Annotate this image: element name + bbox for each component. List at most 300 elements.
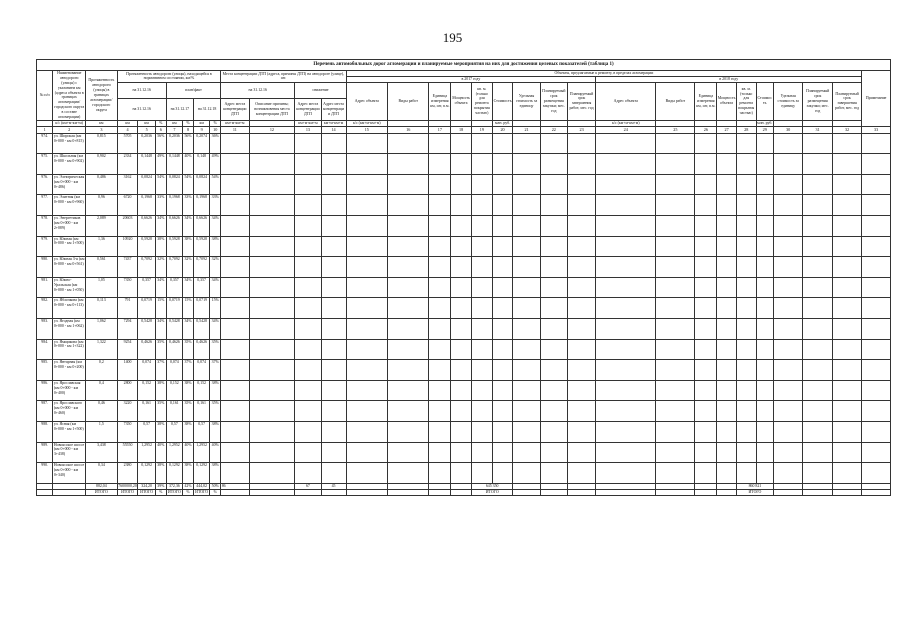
cell-empty — [321, 277, 346, 298]
unit-kmm-18: км+м-км+м — [321, 120, 346, 126]
cell-p16: 54% — [155, 174, 166, 195]
total2-v16: ИТОГО — [117, 489, 138, 495]
cell-empty — [736, 360, 756, 381]
table-row — [37, 380, 891, 401]
cell-empty — [321, 401, 346, 422]
column-number: 29 — [756, 126, 773, 133]
unit-addr-18: к/с (км+м-км+м) — [596, 120, 656, 126]
cell-name: ул. Ярославская (км 0+000 - км 0+400) — [53, 380, 86, 401]
cell-k17: 0,7092 — [166, 257, 182, 278]
cell-empty — [596, 195, 656, 216]
cell-v16: 1400 — [117, 360, 138, 381]
cell-empty — [346, 133, 387, 154]
cell-empty — [346, 339, 387, 360]
cell-empty — [451, 257, 472, 278]
cell-name: Новоясское шоссе (км 0+000 - км 0+340) — [53, 463, 86, 484]
table-row — [37, 442, 891, 463]
cell-k17: 0,1448 — [166, 154, 182, 175]
cell-empty — [736, 401, 756, 422]
total2-p18: % — [210, 489, 221, 495]
cell-empty — [346, 463, 387, 484]
cell-empty — [773, 442, 802, 463]
cell-empty — [295, 380, 321, 401]
cell-k17: 0,074 — [166, 360, 182, 381]
total2-k18: ИТОГО — [195, 489, 209, 494]
cell-empty — [540, 174, 567, 195]
cell-empty — [388, 133, 429, 154]
cell-k18: 0,152 — [193, 380, 209, 401]
cell-empty — [736, 421, 756, 442]
cell-empty — [862, 257, 891, 278]
column-number: 23 — [567, 126, 595, 133]
cell-empty — [388, 318, 429, 339]
cell-k17: 0,5428 — [166, 318, 182, 339]
column-number: 11 — [221, 126, 249, 133]
cell-empty — [321, 463, 346, 484]
cell-empty — [832, 195, 861, 216]
cell-empty — [736, 442, 756, 463]
cell-p16: 40% — [155, 442, 166, 463]
cell-p17: 34% — [183, 318, 194, 339]
cell-empty — [221, 360, 249, 381]
cell-k16: 0,152 — [138, 380, 155, 401]
cell-empty — [803, 298, 832, 319]
column-number: 22 — [540, 126, 567, 133]
cell-empty — [471, 298, 492, 319]
cell-empty — [540, 195, 567, 216]
cell-empty — [471, 133, 492, 154]
cell-p17: 56% — [183, 133, 194, 154]
cell-empty — [596, 154, 656, 175]
cell-k18: 0,2074 — [193, 133, 209, 154]
cell-empty — [221, 463, 249, 484]
cell-empty — [346, 421, 387, 442]
cell-empty — [451, 421, 472, 442]
cell-empty — [756, 257, 773, 278]
cell-k18: 0,074 — [193, 360, 209, 381]
cell-p16: 56% — [155, 133, 166, 154]
cell-empty — [295, 298, 321, 319]
cell-empty — [756, 277, 773, 298]
cell-p18: 38% — [210, 463, 221, 484]
cell-empty — [803, 133, 832, 154]
cell-v16: 7294 — [117, 318, 138, 339]
header-power-17: Мощность объекта — [451, 82, 472, 120]
cell-len: 0,46 — [86, 401, 118, 422]
unit-kmm-acc: км+м-км+м — [221, 120, 249, 126]
cell-p17: 38% — [183, 380, 194, 401]
cell-p17: 32% — [183, 257, 194, 278]
cell-k17: 0,4626 — [166, 339, 182, 360]
cell-empty — [656, 380, 695, 401]
cell-empty — [221, 216, 249, 237]
cell-k16: 0,357 — [138, 277, 155, 298]
cell-empty — [295, 216, 321, 237]
total2-blank-14 — [321, 489, 346, 495]
cell-empty — [756, 463, 773, 484]
cell-empty — [803, 463, 832, 484]
cell-p18: 15% — [210, 298, 221, 319]
cell-empty — [540, 298, 567, 319]
cell-empty — [596, 421, 656, 442]
cell-v16: 7350 — [117, 277, 138, 298]
cell-empty — [429, 401, 451, 422]
cell-empty — [567, 298, 595, 319]
cell-k16: 0,161 — [138, 401, 155, 422]
header-acc-18: Адрес места концентрации ДТП — [321, 98, 346, 120]
cell-empty — [321, 216, 346, 237]
cell-empty — [756, 174, 773, 195]
column-number: 15 — [346, 126, 387, 133]
cell-empty — [321, 421, 346, 442]
column-number: 14 — [321, 126, 346, 133]
cell-empty — [429, 257, 451, 278]
cell-empty — [832, 133, 861, 154]
cell-empty — [596, 277, 656, 298]
cell-empty — [756, 318, 773, 339]
total2-cost17: ИТОГО — [471, 489, 512, 495]
cell-empty — [717, 195, 737, 216]
cell-empty — [540, 236, 567, 257]
cell-v16: 5705 — [117, 133, 138, 154]
cell-name: ул. Южная (км 0+000 - км 1+500) — [53, 236, 86, 257]
cell-p17: 40% — [183, 154, 194, 175]
cell-empty — [656, 318, 695, 339]
cell-empty — [429, 195, 451, 216]
cell-empty — [736, 277, 756, 298]
cell-empty — [803, 195, 832, 216]
total-k18: 444,02 — [193, 483, 209, 489]
header-acc-desc: Описание причины; возникновения места концентрации ДТП — [249, 98, 295, 120]
cell-empty — [832, 236, 861, 257]
cell-name: ул. Элитная (км 0+000 - км 0+960) — [53, 195, 86, 216]
cell-empty — [346, 401, 387, 422]
cell-empty — [656, 421, 695, 442]
cell-empty — [717, 216, 737, 237]
cell-empty — [249, 463, 295, 484]
unit-km-range: к/с (км+м-км+м) — [53, 120, 86, 126]
cell-no: 978. — [37, 216, 53, 237]
cell-empty — [656, 174, 695, 195]
cell-k18: 0,7092 — [193, 257, 209, 278]
column-number: 4 — [117, 126, 138, 133]
unit-km-18: км — [193, 120, 209, 126]
cell-p18: 38% — [210, 236, 221, 257]
cell-p18: 37% — [210, 360, 221, 381]
cell-empty — [346, 380, 387, 401]
cell-empty — [492, 360, 513, 381]
cell-empty — [249, 236, 295, 257]
total2-blank-23 — [567, 489, 595, 495]
cell-empty — [471, 360, 492, 381]
cell-empty — [717, 133, 737, 154]
cell-empty — [832, 318, 861, 339]
cell-empty — [736, 133, 756, 154]
cell-v16: 2380 — [117, 463, 138, 484]
cell-empty — [540, 463, 567, 484]
cell-empty — [540, 133, 567, 154]
cell-empty — [803, 339, 832, 360]
cell-empty — [756, 442, 773, 463]
cell-name: ул. Янтарная (км 0+000 - км 0+200) — [53, 360, 86, 381]
cell-empty — [695, 360, 717, 381]
cell-empty — [717, 442, 737, 463]
cell-empty — [736, 216, 756, 237]
unit-length-km: км — [86, 120, 118, 126]
cell-empty — [321, 339, 346, 360]
cell-p18: 32% — [210, 257, 221, 278]
cell-k18: 0,161 — [193, 401, 209, 422]
cell-empty — [321, 236, 346, 257]
cell-k18: 0,5428 — [193, 318, 209, 339]
cell-empty — [249, 216, 295, 237]
cell-empty — [471, 257, 492, 278]
cell-empty — [832, 174, 861, 195]
cell-k16: 0,1968 — [138, 195, 155, 216]
cell-empty — [429, 360, 451, 381]
cell-empty — [451, 195, 472, 216]
total2-p16: % — [155, 489, 166, 495]
table-row — [37, 277, 891, 298]
cell-empty — [773, 216, 802, 237]
cell-k16: 0,0824 — [138, 174, 155, 195]
cell-empty — [451, 154, 472, 175]
header-name: Наименование автодороги (улицы) с указанием км (адреса объекта в границах агломерации/городского округа в составе агломерации) — [54, 71, 85, 119]
header-sqm-17: кв. м. (только для ремонта покрытия частью) — [471, 82, 492, 120]
cell-p16: 32% — [155, 257, 166, 278]
cell-empty — [695, 154, 717, 175]
cell-empty — [773, 421, 802, 442]
cell-v16: 6720 — [117, 195, 138, 216]
cell-empty — [513, 195, 540, 216]
unit-mln-18: млн. руб. — [757, 120, 773, 125]
total-p17: 42% — [184, 483, 192, 488]
header-date-16: на 31.12.16 — [117, 82, 166, 98]
total2-blank-13 — [295, 489, 321, 495]
table-row — [37, 133, 891, 154]
cell-empty — [756, 154, 773, 175]
table-row — [37, 421, 891, 442]
header-objects: Объекты, предлагаемые к ремонту, в пределах агломерации — [346, 71, 862, 77]
total2-blank-18 — [451, 489, 472, 495]
cell-len: 1,05 — [86, 277, 118, 298]
cell-empty — [451, 216, 472, 237]
table-row — [37, 216, 891, 237]
cell-p16: 35% — [155, 339, 166, 360]
cell-empty — [295, 463, 321, 484]
cell-empty — [249, 380, 295, 401]
total-acc18: 45 — [321, 483, 346, 489]
table-row — [37, 174, 891, 195]
cell-empty — [513, 463, 540, 484]
cell-name: ул. Ясная (км 0+000 - км 1+500) — [53, 421, 86, 442]
cell-empty — [656, 216, 695, 237]
cell-empty — [656, 339, 695, 360]
cell-empty — [832, 463, 861, 484]
cell-empty — [862, 339, 891, 360]
cell-empty — [221, 257, 249, 278]
cell-k18: 0,6626 — [193, 216, 209, 237]
header-2017: в 2017 году — [346, 76, 596, 82]
cell-empty — [540, 421, 567, 442]
cell-name: ул. Ягодная (км 0+000 - км 1+062) — [53, 318, 86, 339]
cell-empty — [451, 339, 472, 360]
cell-empty — [832, 216, 861, 237]
cell-empty — [717, 339, 737, 360]
cell-no: 977. — [37, 195, 53, 216]
header-cost-17: Стоимость — [492, 82, 513, 120]
cell-k16: 0,6626 — [138, 216, 155, 237]
cell-empty — [346, 236, 387, 257]
column-number: 16 — [388, 126, 429, 133]
cell-empty — [567, 380, 595, 401]
cell-empty — [429, 133, 451, 154]
cell-empty — [695, 133, 717, 154]
column-number: 20 — [492, 126, 513, 133]
column-number: 19 — [471, 126, 492, 133]
cell-empty — [513, 154, 540, 175]
cell-empty — [249, 421, 295, 442]
cell-k16: 0,5928 — [138, 236, 155, 257]
cell-empty — [717, 401, 737, 422]
cell-empty — [540, 339, 567, 360]
cell-empty — [773, 236, 802, 257]
cell-k17: 0,6626 — [166, 216, 182, 237]
cell-empty — [451, 360, 472, 381]
cell-empty — [540, 380, 567, 401]
cell-empty — [451, 174, 472, 195]
cell-p18: 34% — [210, 277, 221, 298]
cell-k18: 0,1292 — [193, 463, 209, 484]
cell-empty — [513, 277, 540, 298]
cell-p18: 36% — [210, 133, 221, 154]
column-number: 28 — [736, 126, 756, 133]
cell-empty — [388, 360, 429, 381]
cell-empty — [513, 298, 540, 319]
cell-empty — [321, 360, 346, 381]
cell-empty — [773, 339, 802, 360]
cell-empty — [803, 401, 832, 422]
unit-pct-16: % — [155, 120, 166, 126]
cell-empty — [471, 216, 492, 237]
table-title: Перечень автомобильных дорог агломерации и планируемые мероприятия на них для достижения целевых показателей (таблица 1) — [37, 60, 891, 71]
cell-empty — [492, 380, 513, 401]
cell-p17: 15% — [183, 298, 194, 319]
cell-empty — [567, 174, 595, 195]
cell-empty — [567, 236, 595, 257]
cell-empty — [429, 236, 451, 257]
cell-no: 987. — [37, 401, 53, 422]
header-sqm-18: кв. м. (только для ремонта покрытия частью) — [736, 82, 756, 120]
cell-empty — [429, 298, 451, 319]
cell-empty — [803, 318, 832, 339]
total-k16: 324,20 — [138, 483, 155, 489]
cell-empty — [451, 236, 472, 257]
cell-empty — [803, 442, 832, 463]
total2-blank-32 — [832, 489, 861, 495]
cell-empty — [656, 442, 695, 463]
table-row — [37, 154, 891, 175]
total-cost18: 860 821 — [736, 483, 773, 489]
cell-empty — [346, 216, 387, 237]
cell-k16: 0,074 — [138, 360, 155, 381]
column-number-row — [37, 126, 891, 133]
header-address-18: Адрес объекта — [596, 82, 656, 120]
cell-empty — [221, 133, 249, 154]
cell-p18: 38% — [210, 421, 221, 442]
cell-empty — [471, 174, 492, 195]
cell-empty — [388, 277, 429, 298]
cell-p16: 38% — [155, 463, 166, 484]
cell-empty — [567, 463, 595, 484]
total-cost17: 645 350 — [471, 483, 512, 489]
cell-empty — [249, 174, 295, 195]
cell-p17: 38% — [183, 236, 194, 257]
total-acc17: 67 — [295, 483, 321, 489]
header-acc-16: на 31.12.16 — [221, 82, 295, 98]
cell-no: 988. — [37, 421, 53, 442]
cell-empty — [567, 360, 595, 381]
cell-empty — [249, 277, 295, 298]
cell-empty — [803, 257, 832, 278]
cell-empty — [803, 360, 832, 381]
cell-k17: 0,0719 — [166, 298, 182, 319]
cell-empty — [492, 174, 513, 195]
cell-empty — [388, 195, 429, 216]
cell-v16: 7437 — [117, 257, 138, 278]
cell-empty — [221, 442, 249, 463]
cell-empty — [471, 154, 492, 175]
cell-empty — [492, 298, 513, 319]
cell-empty — [429, 154, 451, 175]
cell-empty — [540, 360, 567, 381]
cell-empty — [596, 401, 656, 422]
cell-empty — [388, 380, 429, 401]
cell-empty — [773, 318, 802, 339]
cell-empty — [321, 298, 346, 319]
cell-empty — [803, 421, 832, 442]
header-cost-18: Стоимость — [756, 82, 773, 120]
total2-blank-15 — [346, 489, 387, 495]
cell-empty — [596, 298, 656, 319]
table-row — [37, 339, 891, 360]
cell-empty — [695, 195, 717, 216]
cell-empty — [832, 401, 861, 422]
cell-empty — [832, 442, 861, 463]
cell-empty — [832, 298, 861, 319]
cell-empty — [803, 380, 832, 401]
cell-p18: 40% — [210, 442, 221, 463]
cell-empty — [717, 380, 737, 401]
cell-empty — [695, 257, 717, 278]
cell-name: ул. Широкая (км 0+000 - км 0+815) — [53, 133, 86, 154]
cell-empty — [513, 442, 540, 463]
column-number: 21 — [513, 126, 540, 133]
cell-k18: 0,357 — [193, 277, 209, 298]
column-number: 9 — [193, 126, 209, 133]
cell-name: ул. Южно-Уральская (км 0+000 - км 1+050) — [53, 277, 86, 298]
cell-empty — [492, 277, 513, 298]
cell-p18: 34% — [210, 318, 221, 339]
cell-empty — [862, 360, 891, 381]
total2-name — [53, 489, 86, 495]
table-row — [37, 298, 891, 319]
cell-p18: 54% — [210, 174, 221, 195]
cell-empty — [249, 195, 295, 216]
cell-empty — [773, 195, 802, 216]
cell-empty — [773, 401, 802, 422]
cell-empty — [492, 421, 513, 442]
